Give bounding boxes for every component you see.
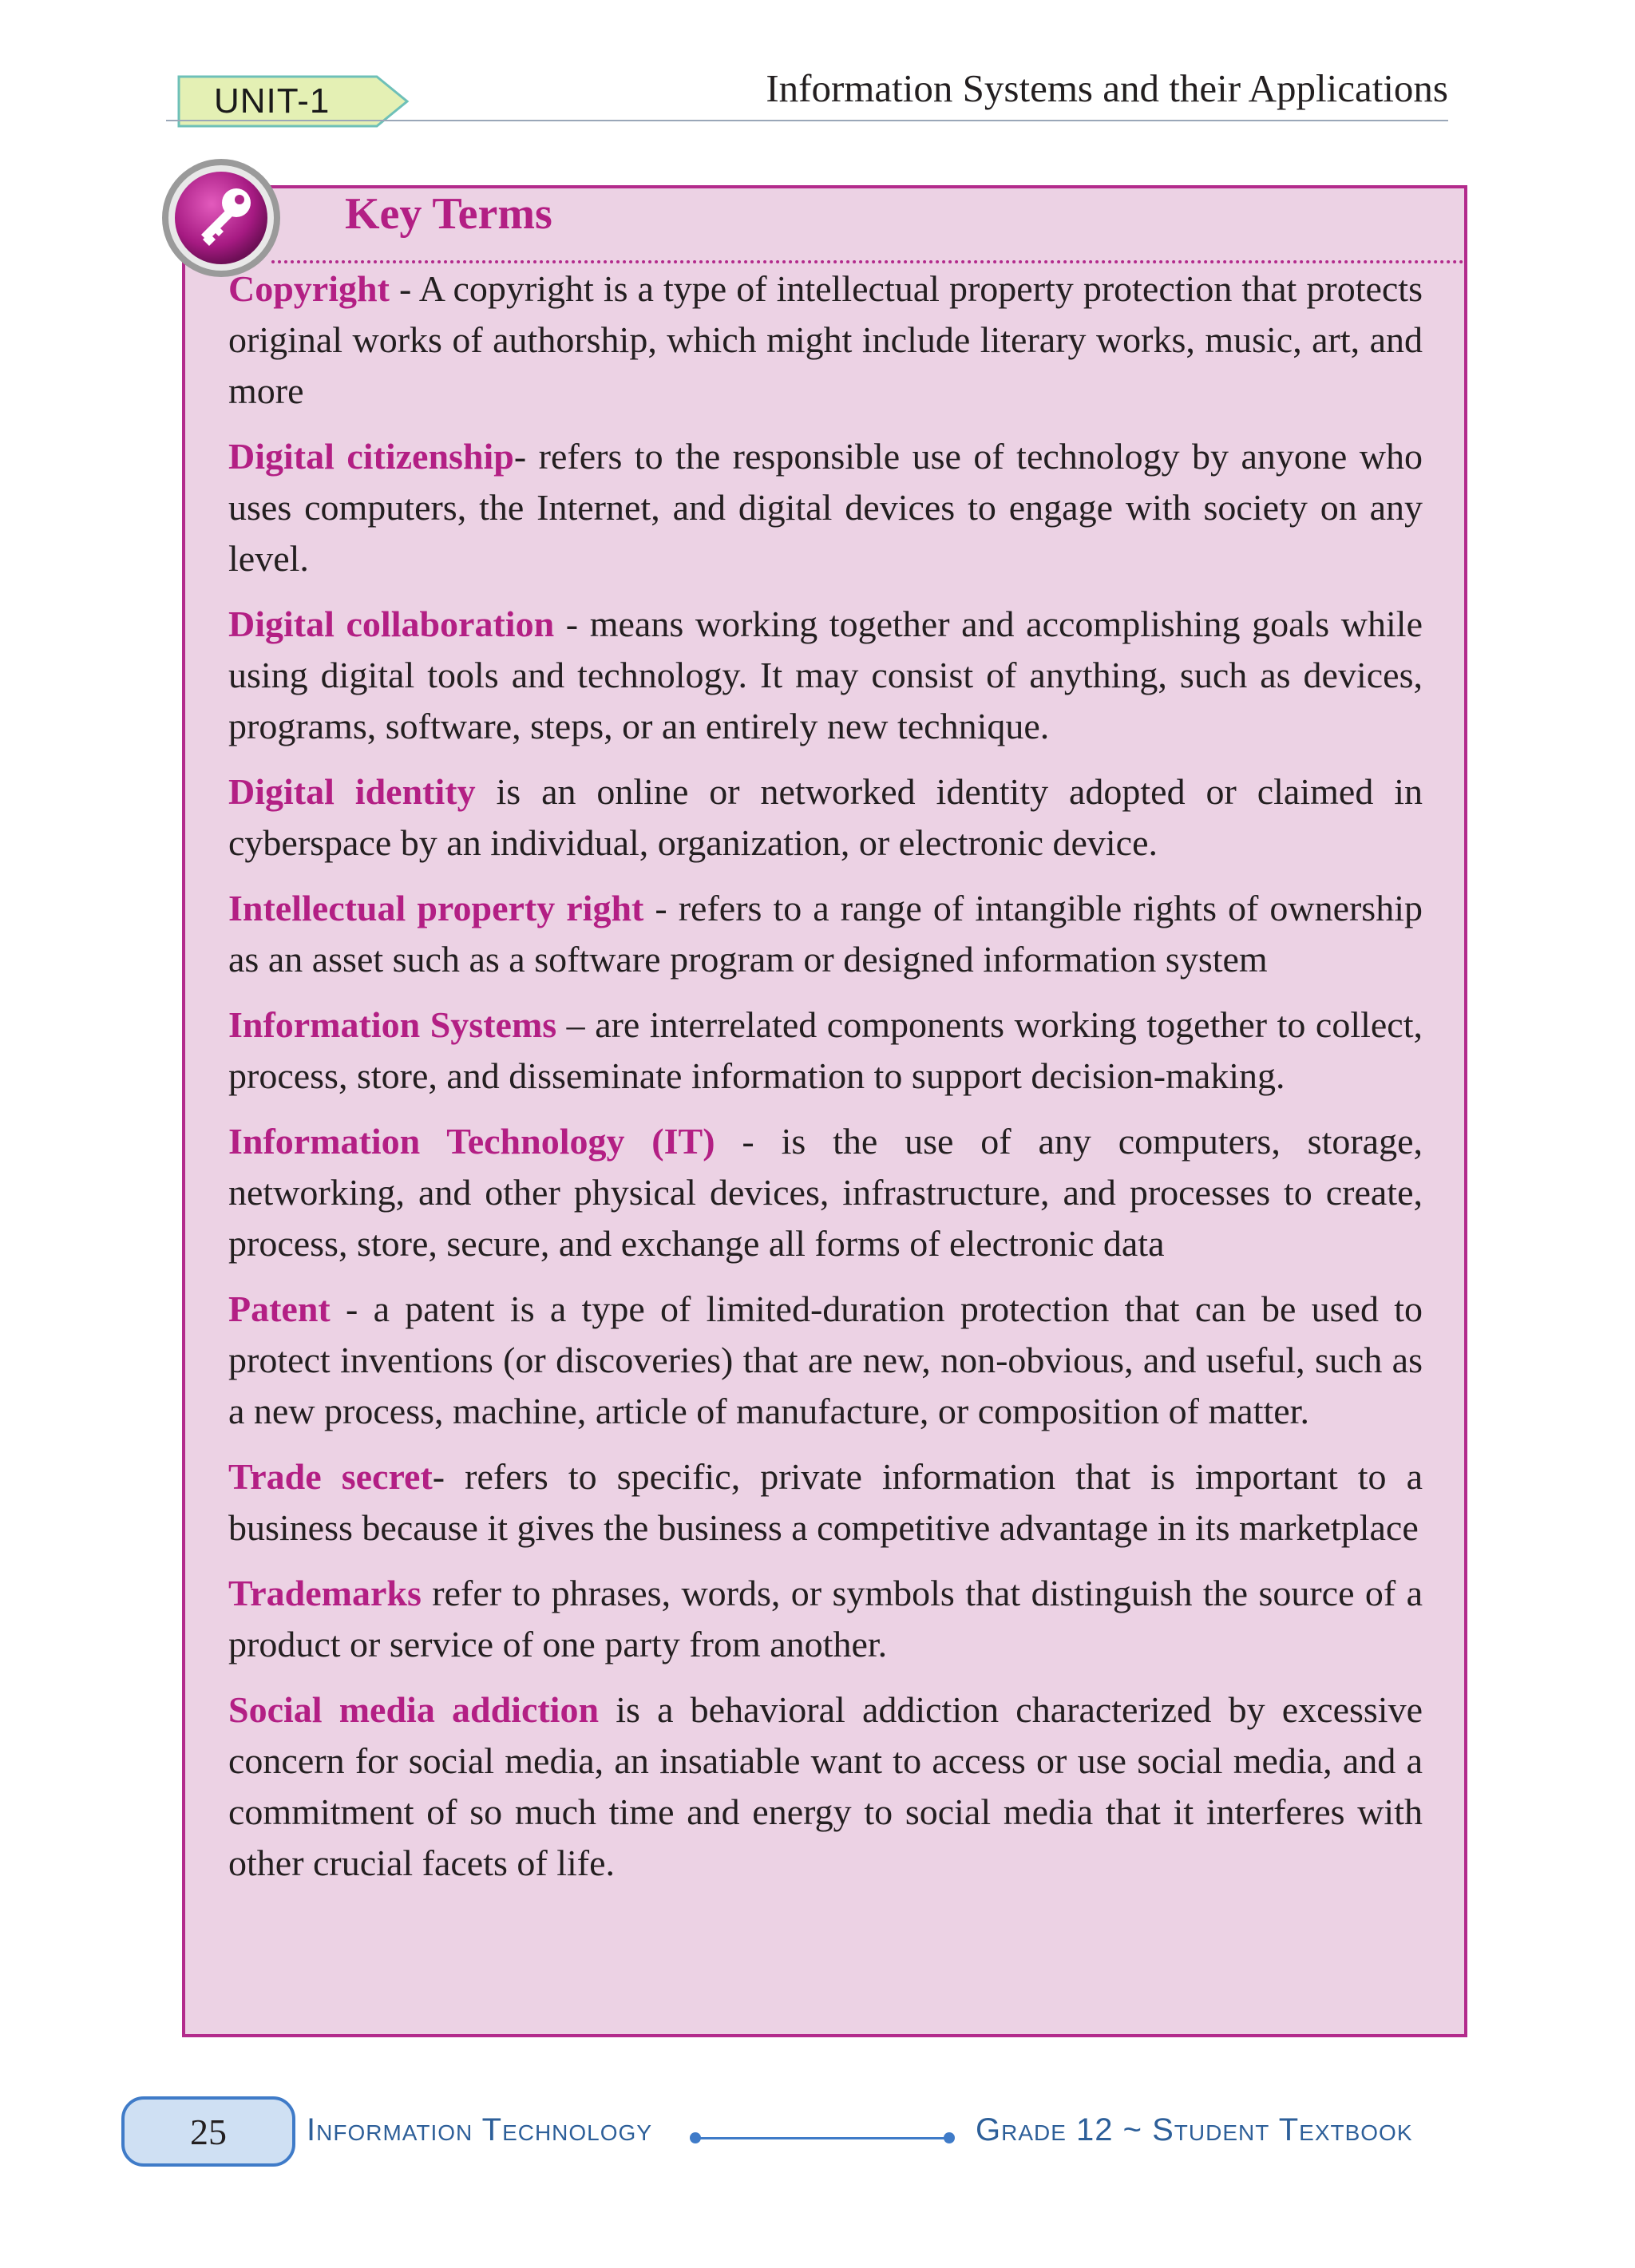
term-word: Patent [228,1288,331,1329]
term-definition: a patent is a type of limited-duration protection that can be used to protect inventions (or discoveries) that are new, non-obvious, and useful, such as a new process, machine, article of manufacture, or composition of matter. [228,1288,1423,1431]
term-separator [599,1689,616,1730]
term-word: Information Systems [228,1004,557,1045]
term-definition: is a behavioral addiction characterized by excessive concern for social media, an insatiable want to access or use social media, and a commitment of so much time and energy to social media that it interferes with other crucial facets of life. [228,1689,1423,1883]
running-header-title: Information Systems and their Applications [766,66,1448,110]
term-word: Social media addiction [228,1689,600,1730]
key-icon [160,156,283,279]
term-separator: - [389,268,419,309]
term-definition: is the use of any computers, storage, networking, and other physical devices, infrastructure, and processes to create, process, store, secure, and exchange all forms of electronic data [228,1121,1423,1264]
footer-dot [944,2132,955,2143]
term-separator: - [330,1288,374,1329]
term-definition: refer to phrases, words, or symbols that distinguish the source of a product or service of one party from another. [228,1573,1423,1664]
term-entry [228,599,1423,752]
term-word: Digital citizenship [228,436,514,477]
term-entry [228,883,1423,985]
footer-grade: Grade 12 ~ Student Textbook [976,2112,1413,2147]
term-word: Copyright [228,268,390,309]
term-entry [228,263,1423,417]
footer-subject: Information Technology [307,2112,652,2147]
term-word: Trade secret [228,1456,433,1497]
term-word: Intellectual property right [228,888,644,928]
term-separator: – [556,1004,596,1045]
page-number: 25 [190,2112,227,2152]
term-separator: - [554,604,590,644]
term-definition: A copyright is a type of intellectual property protection that protects original works of authorship, which might include literary works, music, art, and more [228,268,1423,411]
term-separator: - [432,1456,465,1497]
term-entry [228,999,1423,1102]
term-separator: - [513,436,539,477]
term-word: Digital collaboration [228,604,555,644]
key-terms-heading: Key Terms [345,189,552,239]
term-definition: are interrelated components working together to collect, process, store, and disseminate information to support decision-making. [228,1004,1423,1096]
term-entry [228,1116,1423,1269]
term-entry [228,1451,1423,1554]
term-entry [228,766,1423,869]
term-word: Trademarks [228,1573,422,1613]
header-rule [166,120,1448,121]
term-separator: - [715,1121,782,1162]
term-separator [476,771,497,812]
term-word: Information Technology (IT) [228,1121,715,1162]
term-entry [228,1684,1423,1889]
unit-label: UNIT-1 [214,81,331,121]
footer-dot [690,2132,701,2143]
term-definition: means working together and accomplishing goals while using digital tools and technology. It may consist of anything, such as devices, programs, software, steps, or an entirely new technique. [228,604,1423,746]
term-definition: refers to a range of intangible rights of ownership as an asset such as a software program or designed information system [228,888,1423,980]
footer-connector-line [695,2137,950,2139]
term-definition: refers to specific, private information that is important to a business because it gives the business a competitive advantage in its marketplace [228,1456,1423,1548]
term-entry [228,431,1423,584]
term-word: Digital identity [228,771,476,812]
term-definition: refers to the responsible use of technology by anyone who uses computers, the Internet, and digital devices to engage with society on any level. [228,436,1423,579]
term-separator: - [643,888,679,928]
term-separator [422,1573,432,1613]
term-definition: is an online or networked identity adopted or claimed in cyberspace by an individual, organization, or electronic device. [228,771,1423,863]
term-entry [228,1568,1423,1670]
term-entry [228,1284,1423,1437]
key-terms-list [228,263,1423,1903]
